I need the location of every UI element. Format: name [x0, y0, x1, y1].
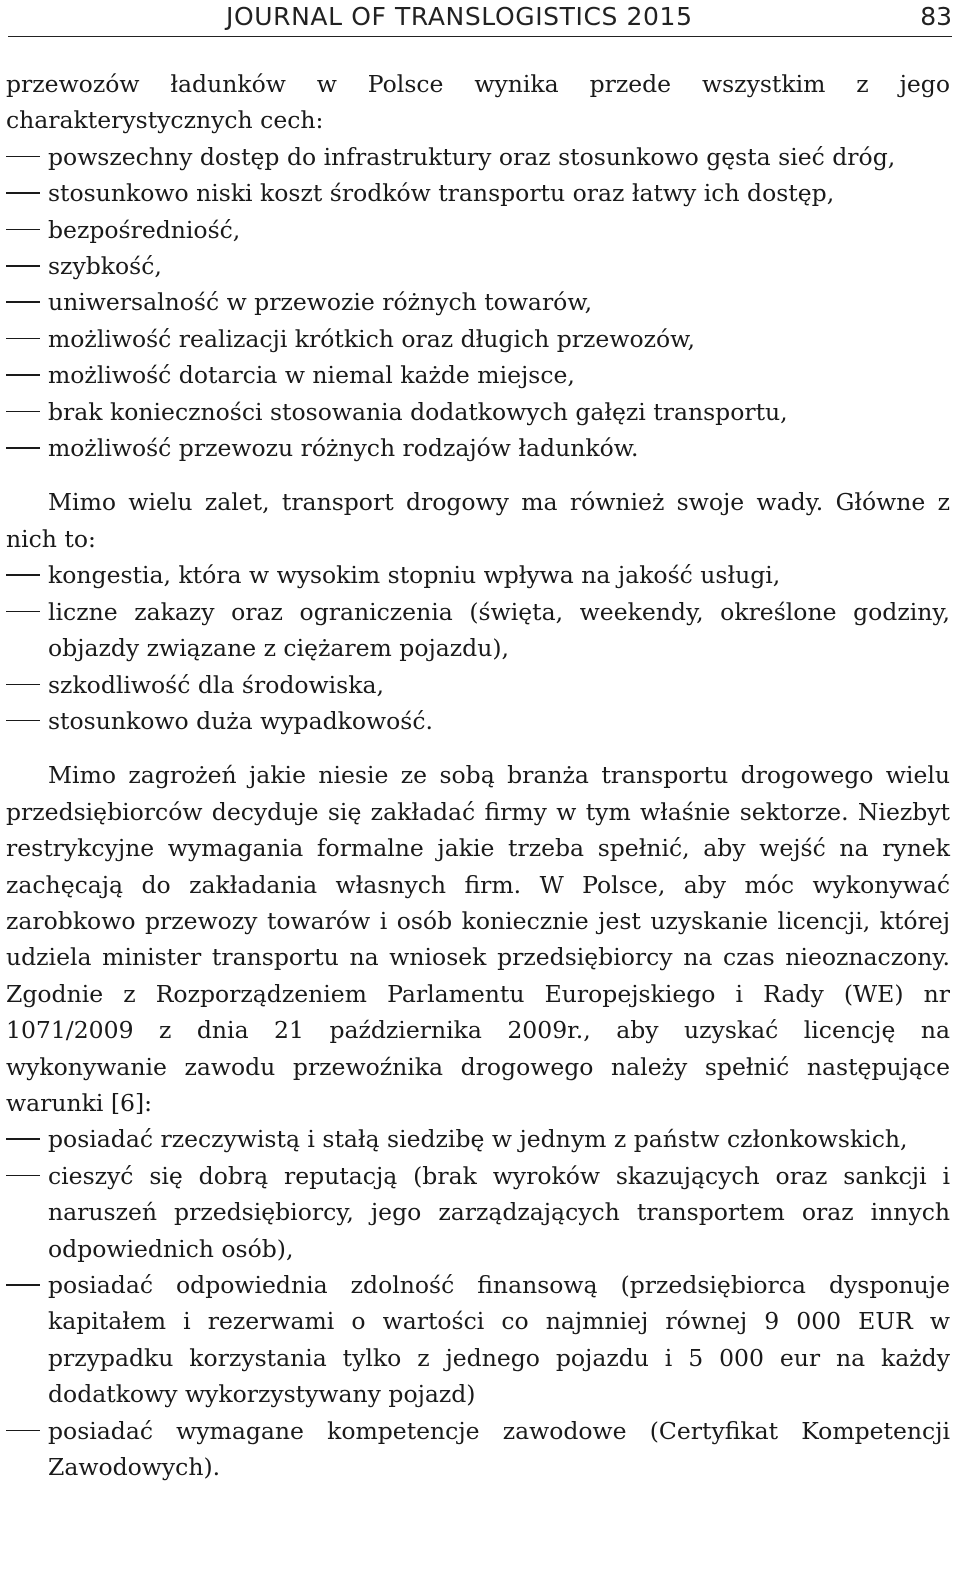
- list-item: brak konieczności stosowania dodatkowych gałęzi transportu,: [6, 394, 950, 430]
- journal-title: JOURNAL OF TRANSLOGISTICS 2015: [226, 2, 693, 31]
- list-item: powszechny dostęp do infrastruktury oraz stosunkowo gęsta sieć dróg,: [6, 139, 950, 175]
- list-item: kongestia, która w wysokim stopniu wpływa na jakość usługi,: [6, 557, 950, 593]
- list-item: posiadać odpowiednia zdolność finansową (przedsiębiorca dysponuje kapitałem i rezerwami o wartości co najmniej równej 9 000 EUR w przypadku korzystania tylko z jednego pojazdu i 5 000 eur na każdy dodatkowy wykorzystywany pojazd): [6, 1267, 950, 1413]
- list-item: bezpośredniość,: [6, 212, 950, 248]
- list-item: możliwość przewozu różnych rodzajów ładunków.: [6, 430, 950, 466]
- list-item: uniwersalność w przewozie różnych towarów,: [6, 284, 950, 320]
- running-header: [8, 0, 952, 37]
- list-item: liczne zakazy oraz ograniczenia (święta, weekendy, określone godziny, objazdy związane z ciężarem pojazdu),: [6, 594, 950, 667]
- list-item: stosunkowo duża wypadkowość.: [6, 703, 950, 739]
- list-item: możliwość dotarcia w niemal każde miejsce,: [6, 357, 950, 393]
- intro-paragraph: przewozów ładunków w Polsce wynika przede wszystkim z jego charakterystycznych cech:: [6, 70, 950, 135]
- list-item: posiadać rzeczywistą i stałą siedzibę w jednym z państw członkowskich,: [6, 1121, 950, 1157]
- conditions-list: [6, 1121, 950, 1485]
- list-item: posiadać wymagane kompetencje zawodowe (Certyfikat Kompetencji Zawodowych).: [6, 1413, 950, 1486]
- body-text: [6, 66, 950, 1485]
- licensing-paragraph: Mimo zagrożeń jakie niesie ze sobą branża transportu drogowego wielu przedsiębiorców decyduje się zakładać firmy w tym właśnie sektorze. Niezbyt restrykcyjne wymagania formalne jakie trzeba spełnić, aby wejść na rynek zachęcają do zakładania własnych firm. W Polsce, aby móc wykonywać zarobkowo przewozy towarów i osób koniecznie jest uzyskanie licencji, której udziela minister transportu na wniosek przedsiębiorcy na czas nieoznaczony. Zgodnie z Rozporządzeniem Parlamentu Europejskiego i Rady (WE) nr 1071/2009 z dnia 21 października 2009r., aby uzyskać licencję na wykonywanie zawodu przewoźnika drogowego należy spełnić następujące warunki [6]:: [6, 761, 950, 1117]
- list-item: stosunkowo niski koszt środków transportu oraz łatwy ich dostęp,: [6, 175, 950, 211]
- advantages-list: [6, 139, 950, 467]
- page-number: 83: [920, 2, 952, 31]
- disadvantages-list: [6, 557, 950, 739]
- list-item: możliwość realizacji krótkich oraz długich przewozów,: [6, 321, 950, 357]
- list-item: szybkość,: [6, 248, 950, 284]
- list-item: cieszyć się dobrą reputacją (brak wyroków skazujących oraz sankcji i naruszeń przedsiębiorcy, jego zarządzających transportem oraz innych odpowiednich osób),: [6, 1158, 950, 1267]
- disadvantages-intro-paragraph: Mimo wielu zalet, transport drogowy ma również swoje wady. Główne z nich to:: [6, 488, 950, 553]
- list-item: szkodliwość dla środowiska,: [6, 667, 950, 703]
